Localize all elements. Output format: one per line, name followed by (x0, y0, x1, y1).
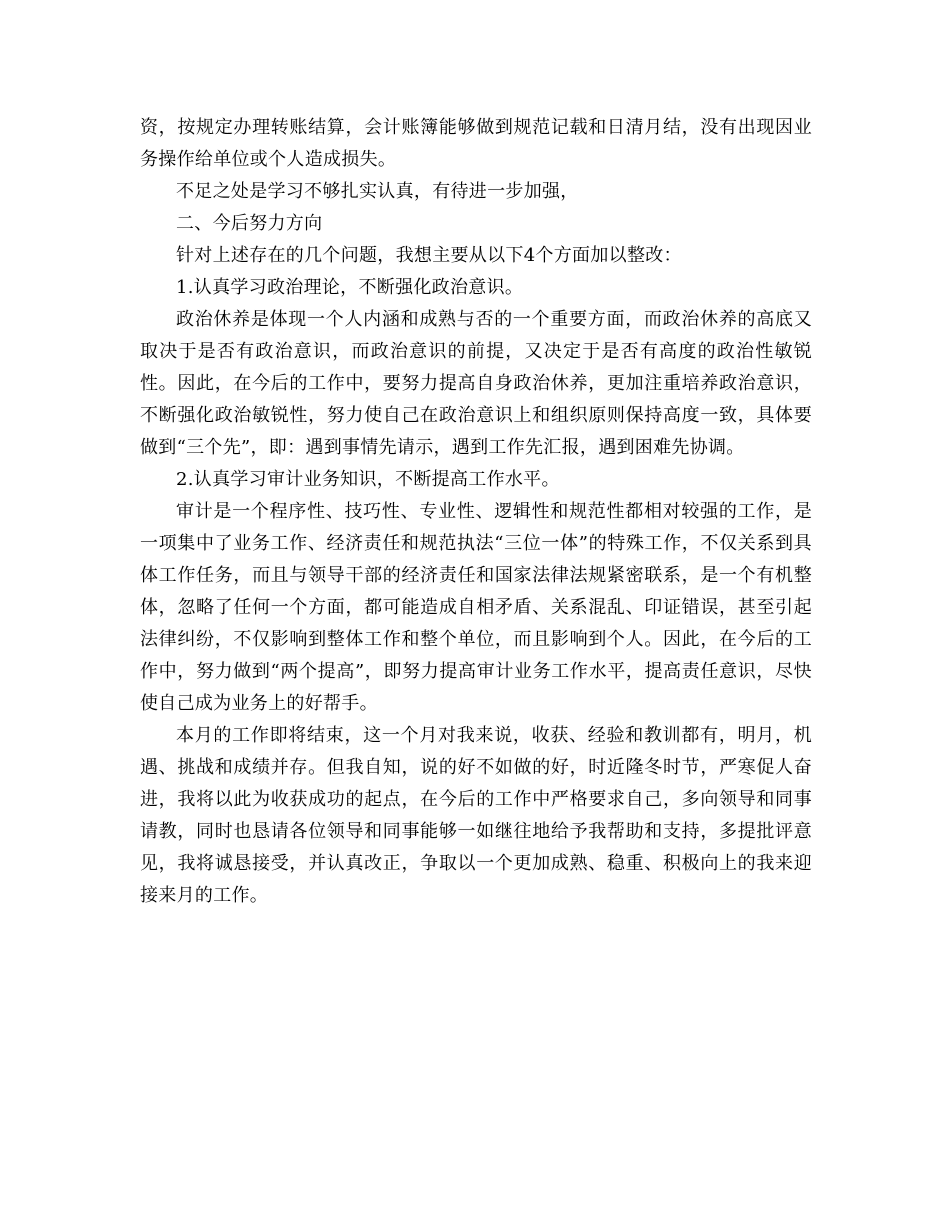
paragraph-1: 资，按规定办理转账结算，会计账簿能够做到规范记载和日清月结，没有出现因业务操作给单位或个人造成损失。 (140, 117, 812, 170)
numbered-item-2: 2.认真学习审计业务知识，不断提高工作水平。 (176, 469, 560, 490)
numbered-item-1: 1.认真学习政治理论，不断强化政治意识。 (176, 277, 524, 298)
paragraph-4: 针对上述存在的几个问题，我想主要从以下4个方面加以整改： (176, 245, 682, 266)
section-heading: 二、今后努力方向 (176, 213, 323, 234)
document-body (140, 112, 812, 912)
paragraph-8: 审计是一个程序性、技巧性、专业性、逻辑性和规范性都相对较强的工作，是一项集中了业务工作、经济责任和规范执法“三位一体”的特殊工作，不仅关系到具体工作任务，而且与领导干部的经济责任和国家法律法规紧密联系，是一个有机整体，忽略了任何一个方面，都可能造成自相矛盾、关系混乱、印证错误，甚至引起法律纠纷，不仅影响到整体工作和整个单位，而且影响到个人。因此，在今后的工作中，努力做到“两个提高”，即努力提高审计业务工作水平，提高责任意识，尽快使自己成为业务上的好帮手。 (140, 501, 812, 714)
paragraph-6: 政治休养是体现一个人内涵和成熟与否的一个重要方面，而政治休养的高底又取决于是否有政治意识，而政治意识的前提，又决定于是否有高度的政治性敏锐性。因此，在今后的工作中，要努力提高自身政治休养，更加注重培养政治意识，不断强化政治敏锐性，努力使自己在政治意识上和组织原则保持高度一致，具体要做到“三个先”，即：遇到事情先请示，遇到工作先汇报，遇到困难先协调。 (140, 309, 812, 458)
paragraph-9: 本月的工作即将结束，这一个月对我来说，收获、经验和教训都有，明月，机遇、挑战和成绩并存。但我自知，说的好不如做的好，时近隆冬时节，严寒促人奋进，我将以此为收获成功的起点，在今后的工作中严格要求自己，多向领导和同事请教，同时也恳请各位领导和同事能够一如继往地给予我帮助和支持，多提批评意见，我将诚恳接受，并认真改正，争取以一个更加成熟、稳重、积极向上的我来迎接来月的工作。 (140, 725, 812, 906)
paragraph-2: 不足之处是学习不够扎实认真，有待进一步加强， (176, 181, 579, 202)
